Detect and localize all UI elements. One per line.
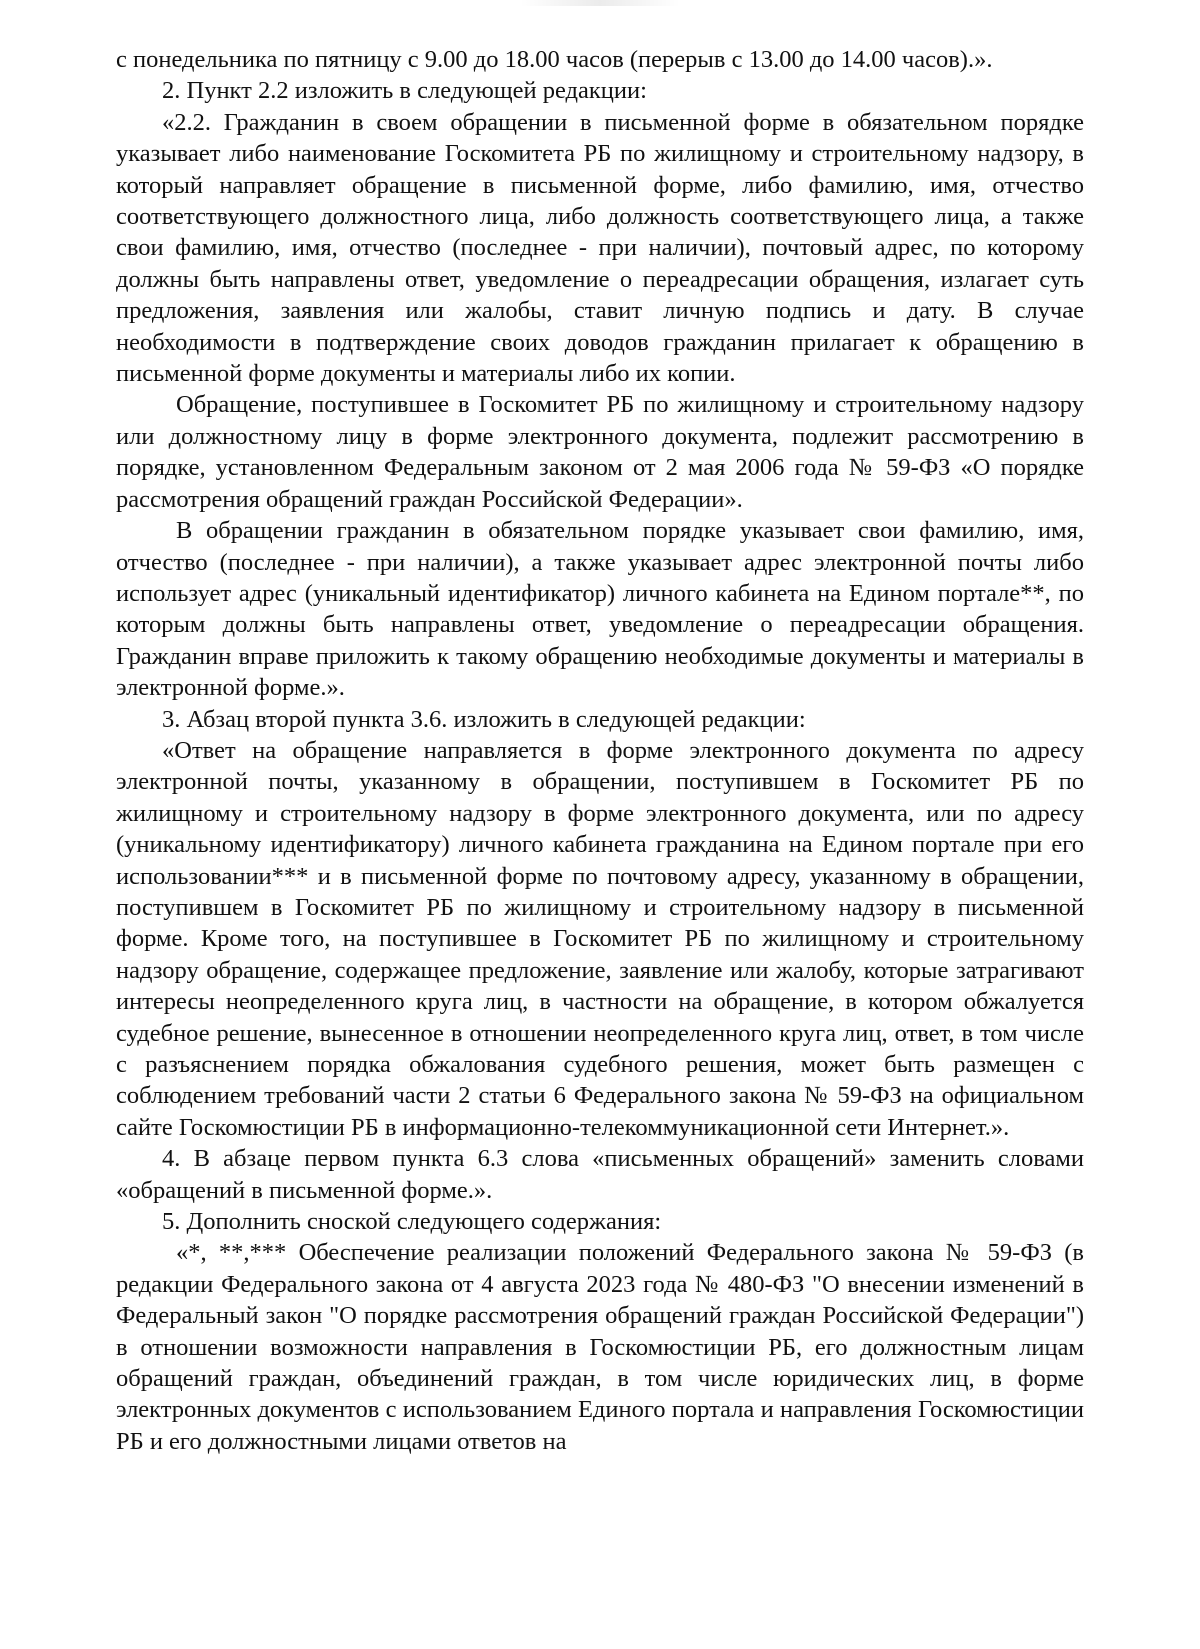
paragraph-electronic-requirements: В обращении гражданин в обязательном порядке указывает свои фамилию, имя, отчество (последнее - при наличии), а также указывает адрес электронной почты либо использует адрес (уникальный идентификатор) личного кабинета на Едином портале**, по которым должны быть направлены ответ, уведомление о переадресации обращения. Гражданин вправе приложить к такому обращению необходимые документы и материалы в электронной форме.». xyxy=(116,517,1084,702)
paragraph-hours-continuation: с понедельника по пятницу с 9.00 до 18.00 часов (перерыв с 13.00 до 14.00 часов).». xyxy=(116,46,993,73)
paragraph-footnote-text: «*, **,*** Обеспечение реализации положений Федерального закона № 59-ФЗ (в редакции Федерального закона от 4 августа 2023 года № 480-ФЗ "О внесении изменений в Федеральный закон "О порядке рассмотрения обращений граждан Российской Федерации") в отношении возможности направления в Госкомюстиции РБ, его должностным лицам обращений граждан, объединений граждан, в том числе юридических лиц, в форме электронных документов с использованием Единого портала и направления Госкомюстиции РБ и его должностными лицами ответов на xyxy=(116,1239,1084,1455)
scan-artifact xyxy=(520,0,680,6)
paragraph-electronic-appeal: Обращение, поступившее в Госкомитет РБ по жилищному и строительному надзору или должностному лицу в форме электронного документа, подлежит рассмотрению в порядке, установленном Федеральным законом от 2 мая 2006 года № 59-ФЗ «О порядке рассмотрения обращений граждан Российской Федерации». xyxy=(116,391,1084,513)
document-page xyxy=(116,44,1084,1457)
paragraph-item-4: 4. В абзаце первом пункта 6.3 слова «письменных обращений» заменить словами «обращений в письменной форме.». xyxy=(116,1145,1084,1204)
paragraph-item-5-heading: 5. Дополнить сноской следующего содержания: xyxy=(162,1208,662,1236)
paragraph-item-3-heading: 3. Абзац второй пункта 3.6. изложить в следующей редакции: xyxy=(162,705,806,733)
paragraph-item-2-heading: 2. Пункт 2.2 изложить в следующей редакции: xyxy=(162,77,647,105)
paragraph-item-2-2-text: «2.2. Гражданин в своем обращении в письменной форме в обязательном порядке указывает либо наименование Госкомитета РБ по жилищному и строительному надзору, в который направляет обращение в письменной форме, либо фамилию, имя, отчество соответствующего должностного лица, либо должность соответствующего лица, а также свои фамилию, имя, отчество (последнее - при наличии), почтовый адрес, по которому должны быть направлены ответ, уведомление о переадресации обращения, излагает суть предложения, заявления или жалобы, ставит личную подпись и дату. В случае необходимости в подтверждение своих доводов гражданин прилагает к обращению в письменной форме документы и материалы либо их копии. xyxy=(116,108,1084,388)
paragraph-item-3-6-text: «Ответ на обращение направляется в форме электронного документа по адресу электронной почты, указанному в обращении, поступившем в Госкомитет РБ по жилищному и строительному надзору в форме электронного документа, или по адресу (уникальному идентификатору) личного кабинета гражданина на Едином портале при его использовании*** и в письменной форме по почтовому адресу, указанному в обращении, поступившем в Госкомитет РБ по жилищному и строительному надзору в письменной форме. Кроме того, на поступившее в Госкомитет РБ по жилищному и строительному надзору обращение, содержащее предложение, заявление или жалобу, которые затрагивают интересы неопределенного круга лиц, в частности на обращение, в котором обжалуется судебное решение, вынесенное в отношении неопределенного круга лиц, ответ, в том числе с разъяснением порядка обжалования судебного решения, может быть размещен с соблюдением требований части 2 статьи 6 Федерального закона № 59-ФЗ на официальном сайте Госкомюстиции РБ в информационно-телекоммуникационной сети Интернет.». xyxy=(116,736,1084,1141)
